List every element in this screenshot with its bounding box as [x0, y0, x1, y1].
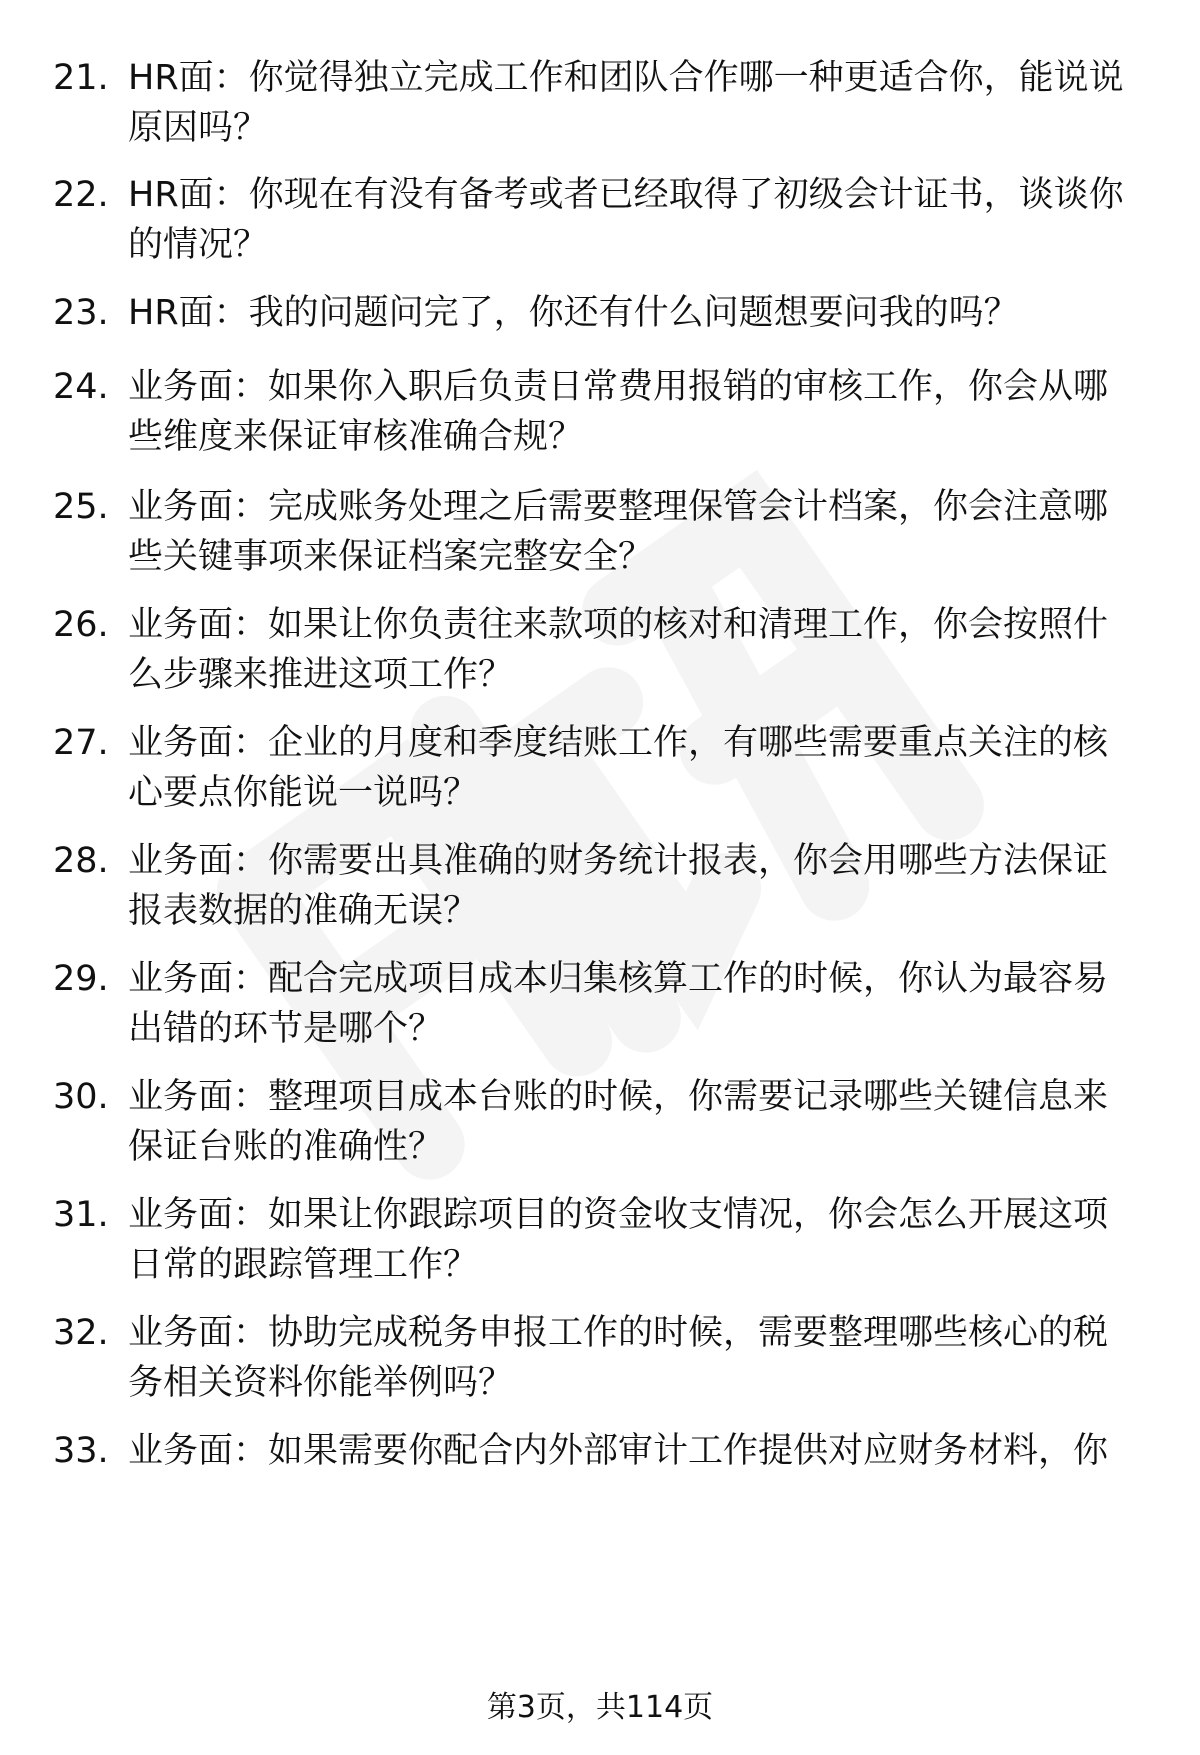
- question-text: 业务面：完成账务处理之后需要整理保管会计档案，你会注意哪 些关键事项来保证档案完整安全？: [128, 487, 1109, 577]
- question-text: 业务面：如果你入职后负责日常费用报销的审核工作，你会从哪 些维度来保证审核准确合规？: [128, 367, 1109, 457]
- question-number: 21.: [53, 58, 109, 98]
- question-text: 业务面：协助完成税务申报工作的时候，需要整理哪些核心的税 务相关资料你能举例吗？: [128, 1313, 1109, 1403]
- question-number: 25.: [53, 487, 109, 527]
- question-text: 业务面：如果让你负责往来款项的核对和清理工作，你会按照什 么步骤来推进这项工作？: [128, 605, 1109, 695]
- question-number: 22.: [53, 175, 109, 215]
- question-text: 业务面：企业的月度和季度结账工作，有哪些需要重点关注的核 心要点你能说一说吗？: [128, 723, 1109, 813]
- question-number: 33.: [53, 1431, 109, 1471]
- question-number: 23.: [53, 293, 109, 333]
- question-text: 业务面：如果需要你配合内外部审计工作提供对应财务材料，你: [128, 1431, 1109, 1471]
- question-text: HR面：你现在有没有备考或者已经取得了初级会计证书，谈谈你 的情况？: [128, 175, 1124, 265]
- question-number: 26.: [53, 605, 109, 645]
- question-text: 业务面：整理项目成本台账的时候，你需要记录哪些关键信息来 保证台账的准确性？: [128, 1077, 1109, 1167]
- question-number: 24.: [53, 367, 109, 407]
- question-text: 业务面：如果让你跟踪项目的资金收支情况，你会怎么开展这项 日常的跟踪管理工作？: [128, 1195, 1109, 1285]
- question-text: 业务面：你需要出具准确的财务统计报表，你会用哪些方法保证 报表数据的准确无误？: [128, 841, 1109, 931]
- question-number: 30.: [53, 1077, 109, 1117]
- question-number: 32.: [53, 1313, 109, 1353]
- question-text: 业务面：配合完成项目成本归集核算工作的时候，你认为最容易 出错的环节是哪个？: [128, 959, 1109, 1049]
- question-number: 29.: [53, 959, 109, 999]
- question-number: 28.: [53, 841, 109, 881]
- page-footer: 第3页，共114页: [486, 1690, 714, 1725]
- question-text: HR面：我的问题问完了，你还有什么问题想要问我的吗？: [128, 293, 1019, 333]
- question-number: 31.: [53, 1195, 109, 1235]
- question-text: HR面：你觉得独立完成工作和团队合作哪一种更适合你，能说说 原因吗？: [128, 58, 1124, 148]
- question-number: 27.: [53, 723, 109, 763]
